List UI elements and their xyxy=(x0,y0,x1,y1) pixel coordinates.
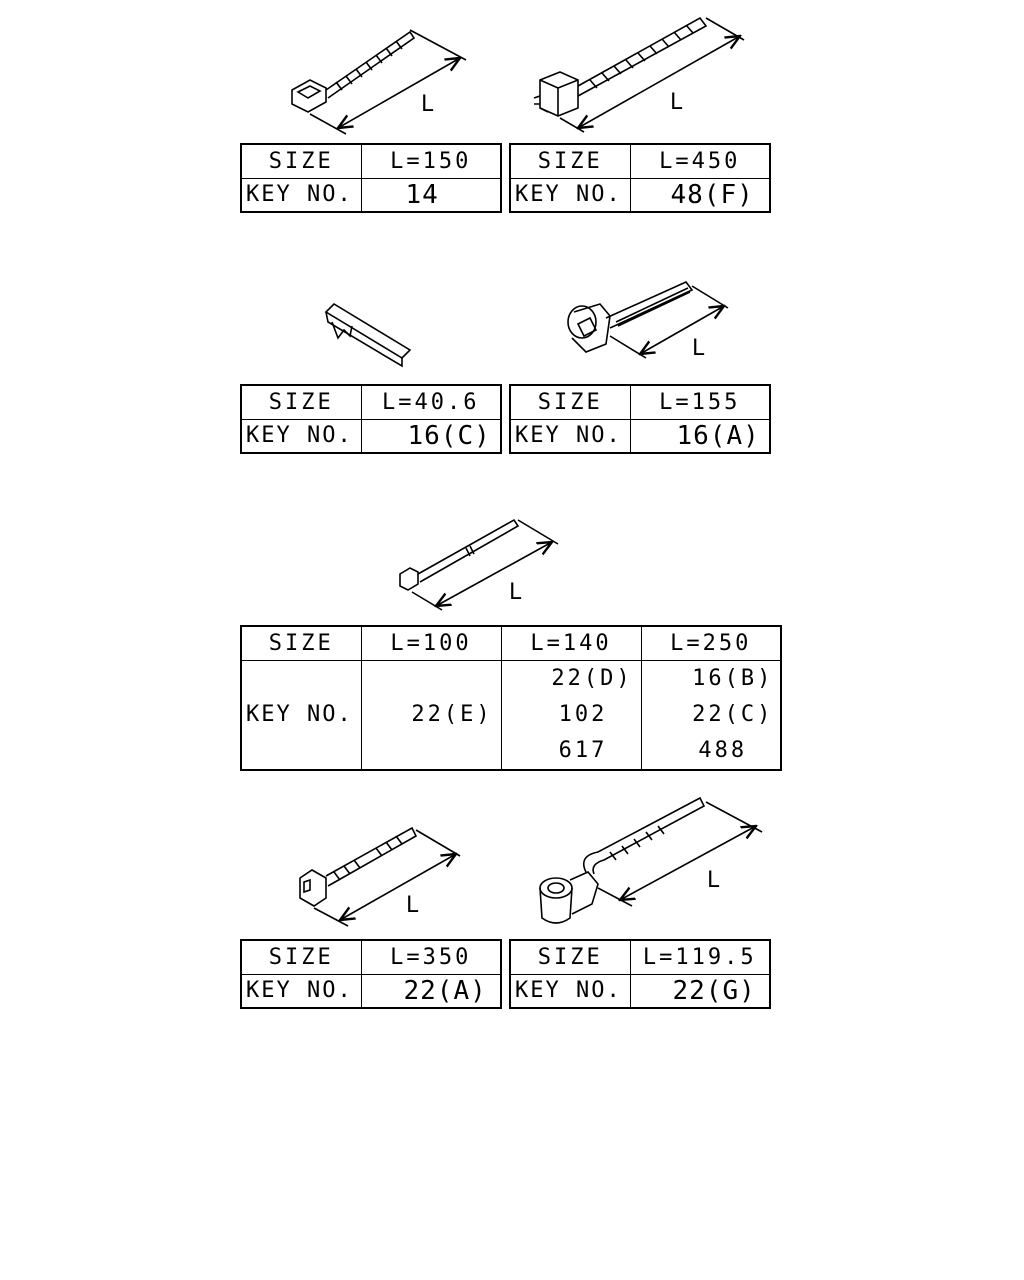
size-header: SIZE xyxy=(241,385,361,419)
table-row xyxy=(241,385,501,419)
key-value: 22(E) xyxy=(411,701,493,727)
dimension-label: L xyxy=(406,893,419,918)
table-row xyxy=(241,626,781,660)
dimension-label: L xyxy=(670,90,683,115)
cable-tie-350-drawing xyxy=(300,828,460,926)
key-value: 14 xyxy=(361,178,501,212)
size-header: SIZE xyxy=(510,385,630,419)
key-header: KEY NO. xyxy=(241,974,361,1008)
key-header: KEY NO. xyxy=(510,974,630,1008)
key-header: KEY NO. xyxy=(510,419,630,453)
table-row xyxy=(241,144,501,178)
table-row xyxy=(241,660,781,770)
size-value: L=40.6 xyxy=(361,385,501,419)
size-header: SIZE xyxy=(241,940,361,974)
size-header: SIZE xyxy=(510,144,630,178)
clip-40-6-drawing xyxy=(326,304,410,366)
key-values-l250 xyxy=(641,660,781,770)
key-values-l100 xyxy=(361,660,501,770)
spec-table-l155 xyxy=(509,384,771,454)
key-header: KEY NO. xyxy=(241,178,361,212)
key-value: 22(C) xyxy=(692,701,774,727)
cable-tie-multi-drawing xyxy=(400,520,558,610)
table-row xyxy=(510,940,770,974)
mount-tie-119-5-drawing xyxy=(540,798,762,923)
key-value: 22(D) xyxy=(551,665,633,691)
dimension-label: L xyxy=(421,92,434,117)
size-header: SIZE xyxy=(241,144,361,178)
spec-table-l150 xyxy=(240,143,502,213)
size-value: L=250 xyxy=(641,626,781,660)
key-value: 16(B) xyxy=(692,665,774,691)
key-value: 16(C) xyxy=(361,419,501,453)
table-row xyxy=(241,178,501,212)
key-header: KEY NO. xyxy=(241,419,361,453)
size-value: L=350 xyxy=(361,940,501,974)
key-header: KEY NO. xyxy=(510,178,630,212)
key-value: 48(F) xyxy=(630,178,770,212)
size-value: L=140 xyxy=(501,626,641,660)
table-row xyxy=(510,178,770,212)
key-value: 488 xyxy=(698,737,748,763)
spec-table-multi-size xyxy=(240,625,782,771)
table-row xyxy=(510,974,770,1008)
size-value: L=150 xyxy=(361,144,501,178)
spec-table-l450 xyxy=(509,143,771,213)
size-header: SIZE xyxy=(510,940,630,974)
cable-tie-150-drawing xyxy=(292,30,466,134)
table-row xyxy=(510,419,770,453)
size-value: L=155 xyxy=(630,385,770,419)
dimension-label: L xyxy=(707,868,720,893)
spec-table-l119-5 xyxy=(509,939,771,1009)
key-value: 16(A) xyxy=(630,419,770,453)
spec-table-l350 xyxy=(240,939,502,1009)
size-value: L=100 xyxy=(361,626,501,660)
table-row xyxy=(510,144,770,178)
table-row xyxy=(510,385,770,419)
table-row xyxy=(241,419,501,453)
table-row xyxy=(241,940,501,974)
key-value: 617 xyxy=(558,737,608,763)
key-value: 22(A) xyxy=(361,974,501,1008)
size-value: L=450 xyxy=(630,144,770,178)
cable-tie-450-drawing xyxy=(534,18,744,132)
dimension-label: L xyxy=(509,580,522,605)
spec-table-l40-6 xyxy=(240,384,502,454)
key-values-l140 xyxy=(501,660,641,770)
size-header: SIZE xyxy=(241,626,361,660)
dimension-label: L xyxy=(692,336,705,361)
table-row xyxy=(241,974,501,1008)
size-value: L=119.5 xyxy=(630,940,770,974)
key-value: 22(G) xyxy=(630,974,770,1008)
key-value: 102 xyxy=(558,701,608,727)
key-header: KEY NO. xyxy=(241,660,361,770)
